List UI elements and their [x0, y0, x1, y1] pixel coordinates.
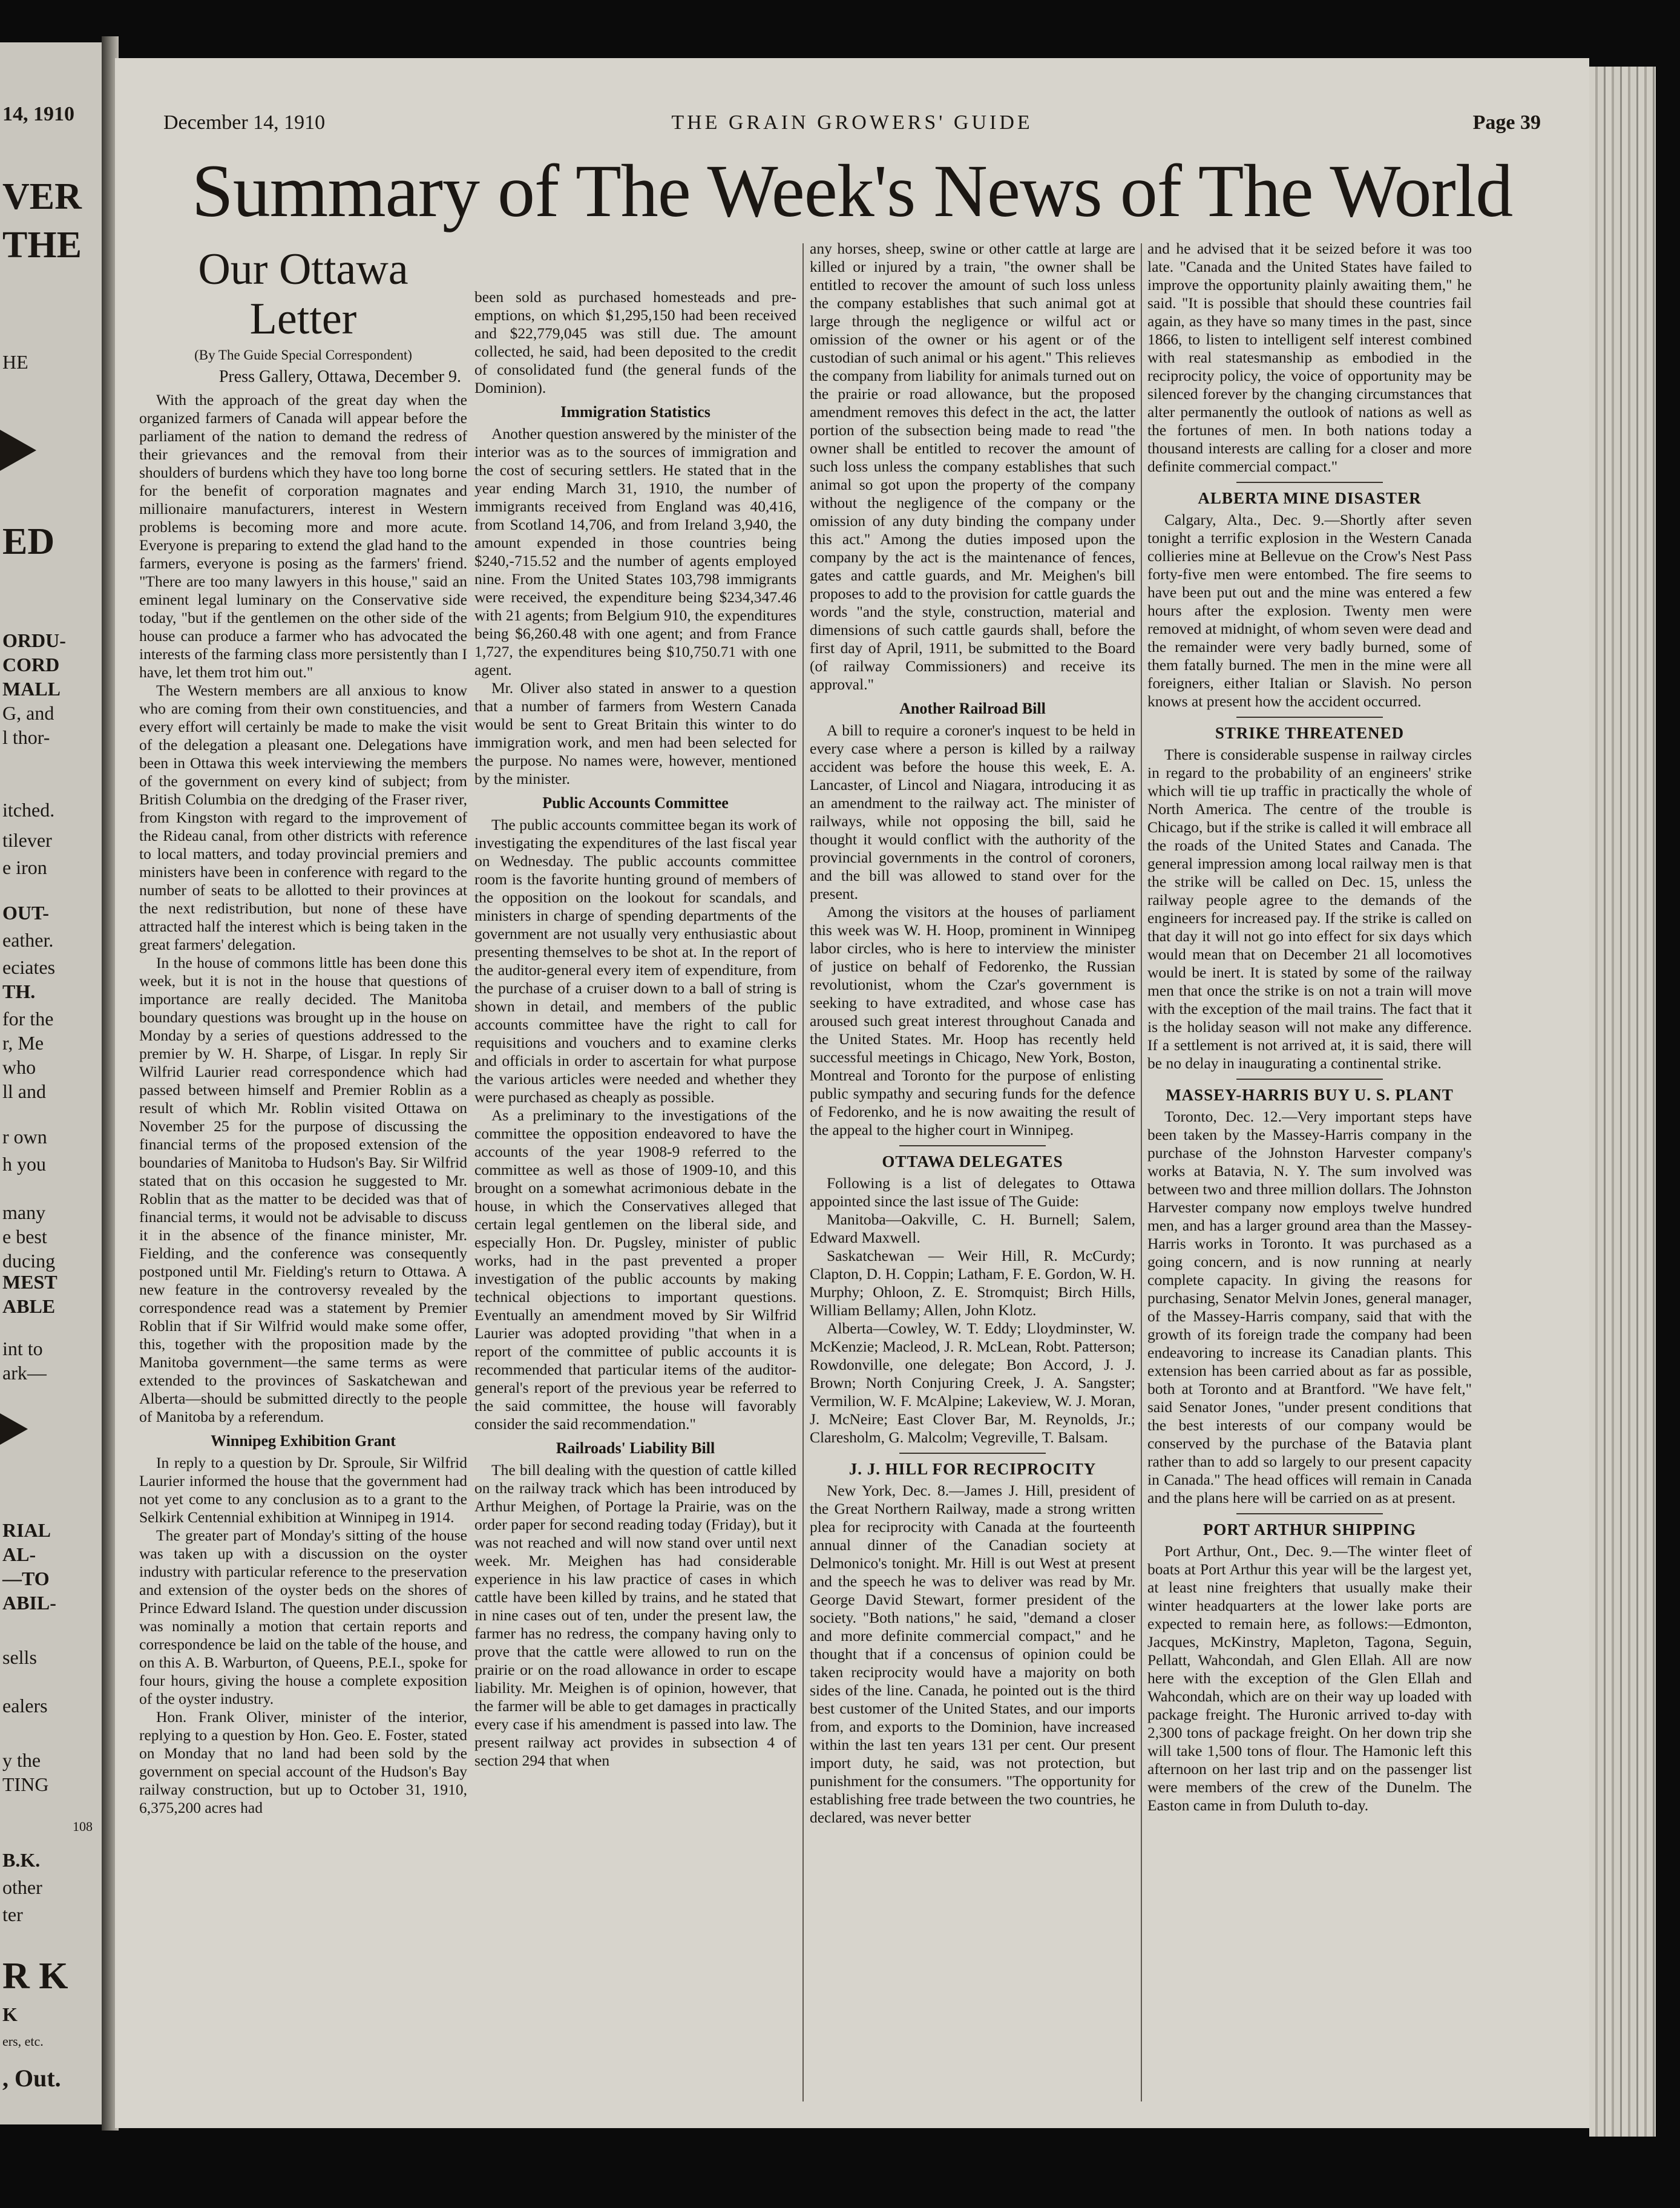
facing-page-fragment: B.K. — [2, 1849, 41, 1871]
page-number: Page 39 — [1472, 111, 1541, 134]
page-headline: Summary of The Week's News of The World — [191, 150, 1513, 232]
article-paragraph: and he advised that it be seized before it was too late. "Canada and the United States have failed to improve the opportunity plainly awaiting them," he said. "It is possible that should these countries fail again, as they have so many times in the past, since 1866, to listen to intelligent self interest combined with real statesmanship as embodied in the reciprocity policy, the voice of opportunity may be silenced forever by the changing circumstances that alter permanently the outlook of nations as well as the fortunes of men. In both nations today a thousand interests are calling for a closer and more definite commercial compact." — [1147, 240, 1472, 475]
facing-page-fragment: sells — [2, 1646, 37, 1668]
newspaper-page — [115, 58, 1589, 2128]
section-heading: Public Accounts Committee — [542, 794, 729, 812]
column-3 — [810, 240, 1135, 2092]
article-paragraph: Following is a list of delegates to Ottawa appointed since the last issue of The Guide: — [810, 1174, 1135, 1210]
article-paragraph: Among the visitors at the houses of parliament this week was W. H. Hoop, prominent in Winnipeg labor circles, who is here to interview the minister of justice on behalf of Fedorenko, the Russian revolutionist, whom the Czar's government is seeking to have extradited, and whose case has aroused such great interest throughout Canada and the United States. Mr. Hoop has recently held successful meetings in Chicago, New York, Boston, Montreal and Toronto for the purpose of enlisting public sympathy and securing funds for the defence of Fedorenko, and he is now awaiting the result of the appeal to the higher court in Winnipeg. — [810, 903, 1135, 1138]
article-paragraph: The Western members are all anxious to know who are coming from their own constituencies, and every effort will certainly be made to make the visit of the delegation a pleasant one. Delegations have been in Ottawa this week interviewing the members of the government on every kind of subject; from British Columbia on the dredging of the Fraser river, from Kingston with regard to the improvement of the Rideau canal, from other districts with reference to local matters, and today provincial premiers and ministers have been in conference with regard to the number of seats to be allotted to their provinces at the next redistribution, but none of these have attracted half the interest which is being taken in the great farmers' delegation. — [139, 682, 467, 953]
facing-page-fragment: ABLE — [2, 1295, 56, 1317]
article-paragraph: been sold as purchased homesteads and pre-emptions, on which $1,295,150 had been received and $22,779,045 was still due. The amount collected, he said, had been deposited to the credit of consolidated fund (the general funds of the Dominion). — [474, 288, 796, 396]
facing-page-fragment: who — [2, 1056, 36, 1078]
facing-page-fragment: eather. — [2, 929, 54, 951]
article-paragraph: Calgary, Alta., Dec. 9.—Shortly after seven tonight a terrific explosion in the Western Canada collieries mine at Bellevue on the Crow's Nest Pass forty-five men were entombed. The fire seems to have been put out and the mine was entered a few hours after the explosion. Twenty men were removed at midnight, of whom seven were dead and the remainder were very badly burned, some of them fatally burned. The men in the mine were all foreigners, either Italian or Slavish. No person knows at present how the accident occurred. — [1147, 511, 1472, 710]
running-head — [139, 111, 1565, 142]
facing-page-fragment: e best — [2, 1226, 47, 1247]
facing-page-fragment: eciates — [2, 956, 56, 978]
page-edges — [1589, 67, 1656, 2137]
facing-page-fragment: ll and — [2, 1080, 46, 1102]
facing-page-fragment: 108 — [73, 1819, 93, 1834]
article-paragraph: The bill dealing with the question of cattle killed on the railway track which has been introduced by Arthur Meighen, of Portage la Prairie, was on the order paper for second reading today (Friday), but it was not reached and will now stand over until next week. Mr. Meighen has had considerable experience in his law practice of cases in which cattle have been killed by trains, and he stated that in nine cases out of ten, under the present law, the farmer has no redress, the company having only to prove that the cattle were allowed to run on the prairie or on the road allowance in order to escape liability. Mr. Meighen is of opinion, however, that the farmer will be able to get damages in practically every case if his amendment is passed into law. The present railway act provides in subsection 4 of section 294 that when — [474, 1461, 796, 1769]
article-paragraph: Manitoba—Oakville, C. H. Burnell; Salem, Edward Maxwell. — [810, 1211, 1135, 1246]
facing-page-fragment: VER — [2, 176, 82, 217]
facing-page-fragment: ers, etc. — [2, 2034, 44, 2049]
section-rule — [899, 1145, 1046, 1146]
facing-page-fragment: ark— — [2, 1362, 47, 1384]
facing-page-fragment: , Out. — [2, 2065, 61, 2092]
article-paragraph: As a preliminary to the investigations of the committee the opposition endeavored to have the accounts of the year 1908-9 referred to the committee as well as those of 1909-10, and this brought on a somewhat acrimonious debate in the house, in which the Conservatives alleged that certain legal gentlemen on the liberal side, and especially Hon. Dr. Pugsley, minister of public works, had in the past prevented a proper investigation of the public accounts by making technical objections to important questions. Eventually an amendment moved by Sir Wilfrid Laurier was adopted providing "that when in a report of the committee of public accounts it is recommended that particular items of the auditor-general's report of the previous year be referred to the said committee, the house will favorably consider the said recommendation." — [474, 1106, 796, 1433]
facing-page-fragment: G, and — [2, 702, 54, 724]
section-heading: ALBERTA MINE DISASTER — [1198, 489, 1422, 507]
section-rule — [1236, 1079, 1382, 1080]
article-paragraph: any horses, sheep, swine or other cattle at large are killed or injured by a train, "the owner shall be entitled to recover the amount of such loss unless the company establishes that such animal got at large through the negligence or wilful act or omission of the owner or his agent or of the custodian of such animal or his agent." This relieves the company from liability for animals turned out on the prairie or road allowance, but the proposed amendment removes this defect in the act, the latter portion of the subsection being made to read "the owner shall be entitled to recover the amount of such loss unless the company establishes that such animal so got upon the property of the company without the negligence of the company or the omission of any duty binding the company under this act." Among the duties imposed upon the company by the act is the maintenance of fences, gates and cattle guards, and Mr. Meighen's bill proposes to add to the provision for cattle guards the words "and the style, construction, material and dimensions of such cattle gaurds shall, before the first day of April, 1911, be submitted to the Board (of railway Commissioners) and receive its approval." — [810, 240, 1135, 693]
section-heading: STRIKE THREATENED — [1215, 724, 1405, 742]
facing-page-fragment: ealers — [2, 1695, 48, 1717]
facing-page-fragment: TING — [2, 1773, 49, 1795]
article-paragraph: Saskatchewan — Weir Hill, R. McCurdy; Clapton, D. H. Coppin; Latham, F. E. Gordon, W. H. Murphy; Ohloon, Z. E. Stromquist; Birch Hills, William Bellamy; Allen, John Klotz. — [810, 1247, 1135, 1319]
facing-page-fragment: y the — [2, 1749, 41, 1771]
publication-title: THE GRAIN GROWERS' GUIDE — [671, 111, 1033, 134]
facing-page-fragment: AL- — [2, 1543, 36, 1565]
facing-page-fragment: int to — [2, 1338, 43, 1359]
facing-page-fragment: r, Me — [2, 1032, 44, 1054]
article-paragraph: Another question answered by the minister of the interior was as to the sources of immigration and the cost of securing settlers. He stated that in the year ending March 31, 1910, the number of immigrants received from England was 40,416, from Scotland 14,706, and from Ireland 3,940, the amount expended in those countries being $240,-715.52 and the number of agents employed nine. From the United States 103,798 immigrants were received, the expenditure being $234,347.46 with 21 agents; from Belgium 910, the expenditures being $6,260.48 with one agent; and from France 1,727, the expenditures being $10,750.71 with one agent. — [474, 425, 796, 678]
facing-page-fragment: RIAL — [2, 1519, 51, 1541]
arrow-icon — [0, 430, 36, 471]
article-paragraph: There is considerable suspense in railway circles in regard to the probability of an engineers' strike which will tie up traffic in practically the whole of North America. The centre of the trouble is Chicago, but if the strike is called it will embrace all the roads of the United States and Canada. The general impression among local railway men is that the strike will be called on Dec. 15, unless the railway people agree to the demands of the engineers for increased pay. If the strike is called on that day it will not go into effect for six days which would mean that on December 21 all locomotives would be inert. It is stated by some of the railway men that once the strike is on not a train will move with the exception of the mail trains. The fact that it is the holiday season will not make any difference. If a settlement is not arrived at, it is said, there will be no delay in inaugurating a continental strike. — [1147, 746, 1472, 1072]
article-paragraph: The public accounts committee began its work of investigating the expenditures of the last fiscal year on Wednesday. The public accounts committee room is the favorite hunting ground of members of the opposition on the lookout for scandals, and ministers in charge of spending departments of the government are not usually very enthusiastic about presenting themselves to be shot at. In the report of the auditor-general every item of expenditure, from the purchase of a cruiser down to a ball of string is shown in detail, and members of the public accounts committee have the right to call for requisitions and vouchers and to examine clerks and officials in order to ascertain for what purpose the various articles were needed and whether they were purchased as cheaply as possible. — [474, 816, 796, 1106]
article-paragraph: Mr. Oliver also stated in answer to a question that a number of farmers from Western Canada would be sent to Great Britain this winter to do immigration work, and men had been selected for the purpose. No names were, however, mentioned by the minister. — [474, 679, 796, 787]
column-2 — [474, 288, 796, 2098]
section-heading: Railroads' Liability Bill — [556, 1439, 715, 1457]
facing-page-fragment: ORDU- — [2, 629, 66, 651]
section-rule — [1236, 717, 1382, 718]
facing-page-fragment: MALL — [2, 678, 61, 700]
article-paragraph: Alberta—Cowley, W. T. Eddy; Lloydminster, W. McKenzie; Macleod, J. R. McLean, Robt. Patterson; Rowdonville, one delegate; Bon Accord, J. J. Brown; North Conjuring Creek, J. A. Sangster; Vermilion, W. F. McAlpine; Lakeview, W. J. Moran, J. McNeire; East Clover Bar, M. Reynolds, Jr.; Claresholm, G. Malcolm; Vegreville, T. Balsam. — [810, 1319, 1135, 1446]
facing-page-fragment: tilever — [2, 829, 52, 851]
article-paragraph: A bill to require a coroner's inquest to be held in every case where a person is killed by a railway accident was before the house this week, E. A. Lancaster, of Lincol and Niagara, introducing it as an amendment to the railway act. The minister of railways, while not opposing the bill, said he thought it would conflict with the authority of the provincial governments in the control of coroners, and the bill was allowed to stand over for the present. — [810, 721, 1135, 902]
facing-page-fragment: R K — [2, 1956, 68, 1997]
facing-page-fragment: —TO — [2, 1568, 50, 1589]
facing-page-fragment: CORD — [2, 654, 60, 675]
article-paragraph: The greater part of Monday's sitting of the house was taken up with a discussion on the oyster industry with particular reference to the preservation and extension of the oyster beds on the shores of Prince Edward Island. The question under discussion was nominally a motion that certain reports and correspondence be laid on the table of the house, and on this A. B. Warburton, of Queens, P.E.I., spoke for four hours, giving the house a complete exposition of the oyster industry. — [139, 1526, 467, 1707]
article-byline: (By The Guide Special Correspondent) — [194, 347, 412, 363]
issue-date: December 14, 1910 — [163, 111, 326, 134]
facing-page-fragment: l thor- — [2, 726, 50, 748]
facing-page-fragment: ABIL- — [2, 1592, 56, 1614]
facing-page-fragment: e iron — [2, 856, 47, 878]
section-rule — [1236, 1513, 1382, 1514]
section-heading: J. J. HILL FOR RECIPROCITY — [848, 1460, 1097, 1478]
section-heading: MASSEY-HARRIS BUY U. S. PLANT — [1166, 1086, 1454, 1104]
section-rule — [1236, 482, 1382, 483]
article-title: Our Ottawa Letter — [198, 245, 409, 344]
article-paragraph: New York, Dec. 8.—James J. Hill, president of the Great Northern Railway, made a strong written plea for reciprocity with Canada at the fourteenth annual dinner of the Canadian society at Delmonico's tonight. Mr. Hill is out West at present and the speech he was to deliver was read by Mr. George David Stewart, former president of the society. "Both nations," he said, "demand a closer and more definite commercial compact," and he thought that if a concensus of opinion could be taken reciprocity would have a majority on both sides of the line. Canada, he pointed out is the third best customer of the United States, and our imports from, and exports to the Dominion, have increased within the last ten years 131 per cent. Our present import duty, he said, was not protection, but punishment for the consumers. "The opportunity for establishing free trade between the two countries, he declared, was never better — [810, 1482, 1135, 1826]
section-heading: Immigration Statistics — [560, 403, 710, 421]
facing-page — [0, 42, 109, 2124]
facing-page-fragment: r own — [2, 1126, 47, 1148]
facing-page-fragment: THE — [2, 225, 82, 266]
facing-page-fragment: K — [2, 2003, 18, 2025]
facing-page-fragment: other — [2, 1876, 42, 1898]
facing-page-fragment: itched. — [2, 799, 55, 821]
facing-page-fragment: OUT- — [2, 902, 50, 924]
column-4 — [1147, 240, 1472, 2092]
section-rule — [899, 1453, 1046, 1454]
facing-page-fragment: ED — [2, 521, 55, 562]
section-heading: Winnipeg Exhibition Grant — [211, 1432, 396, 1450]
column-1 — [139, 245, 467, 2097]
article-paragraph: In the house of commons little has been done this week, but it is not in the house that questions of importance are really decided. The Manitoba boundary questions was brought up in the house on Monday by a series of questions addressed to the premier by W. H. Sharpe, of Lisgar. In reply Sir Wilfrid Laurier read correspondence which had passed between himself and Premier Roblin as a result of which Mr. Roblin visited Ottawa on November 25 for the purpose of discussing the financial terms of the proposed extension of the boundaries of Manitoba to Hudson's Bay. Sir Wilfrid stated that on this occasion he suggested to Mr. Roblin that as the matter to be decided was that of financial terms, it would not be advisable to discuss it in the absence of the finance minister, Mr. Fielding, and the conference was consequently postponed until Mr. Fielding's return to Ottawa. A new feature in the controversy revealed by the correspondence read was a statement by Premier Roblin that if Sir Wilfrid would make some offer, this, together with the proposition made by the Manitoba government—the same terms as were extended to the provinces of Saskatchewan and Alberta—should be submitted directly to the people of Manitoba by a referendum. — [139, 954, 467, 1425]
facing-page-fragment: for the — [2, 1008, 54, 1030]
facing-page-fragment: many — [2, 1201, 46, 1223]
section-heading: OTTAWA DELEGATES — [882, 1152, 1063, 1171]
column-rule — [1141, 243, 1142, 2101]
section-heading: PORT ARTHUR SHIPPING — [1203, 1520, 1417, 1539]
article-paragraph: Toronto, Dec. 12.—Very important steps have been taken by the Massey-Harris company in the purchase of the Johnston Harvester company's works at Batavia, N. Y. The sum involved was between two and three million dollars. The Johnston Harvester company now employs twelve hundred men, and has a larger ground area than the Massey-Harris works in Toronto. It was purchased as a going concern, and is now running at nearly complete capacity. In giving the reasons for purchasing, Senator Melvin Jones, general manager, of the Massey-Harris company, said that with the growth of its foreign trade the company had been endeavoring to increase its Canadian plants. This extension has been carried about as far as possible, both at Toronto and at Brantford. "We have felt," said Senator Jones, "under present conditions that the best interests of our company would be conserved by the purchase of the Batavia plant rather than to add so largely to our present capacity in Canada." The head offices will remain in Canada and the plans here will be carried on as at present. — [1147, 1108, 1472, 1506]
facing-page-fragment: ter — [2, 1904, 23, 1925]
article-dateline: Press Gallery, Ottawa, December 9. — [218, 367, 461, 386]
article-paragraph: Port Arthur, Ont., Dec. 9.—The winter fleet of boats at Port Arthur this year will be the largest yet, at least nine freighters that usually make their winter headquarters at the lower lake ports are expected to remain here, as follows:—Edmonton, Jacques, McKinstry, Mapleton, Tagona, Seguin, Pellatt, Wahcondah, and Glen Ellah. All are now here with the exception of the Glen Ellah and Wahcondah, which are on their way up loaded with package freight. The Huronic arrived to-day with 2,300 tons of package freight. On her down trip she will take 1,500 tons of flour. The Hamonic left this afternoon on her last trip and on the passenger list were members of the crew of the Dunelm. The Easton came in from Duluth to-day. — [1147, 1542, 1472, 1814]
facing-page-fragment: HE — [2, 351, 28, 373]
facing-page-fragment: h you — [2, 1153, 46, 1175]
facing-page-date: 14, 1910 — [2, 103, 74, 125]
arrow-icon — [0, 1413, 28, 1445]
article-paragraph: With the approach of the great day when the organized farmers of Canada will appear before the parliament of the nation to demand the redress of their grievances and the removal from their shoulders of burdens which they have too long borne for the benefit of corporation magnates and millionaire manufacturers, interest in Western problems is becoming more and more acute. Everyone is preparing to extend the glad hand to the farmers, everyone is posing as the farmers' friend. "There are too many lawyers in this house," said an eminent legal luminary on the Conservative side today, "but if the gentlemen on the other side of the house can produce a farmer who has advocated the interests of the farming class more persistently than I have, let them trot him out." — [139, 391, 467, 681]
facing-page-fragment: TH. — [2, 981, 36, 1002]
section-heading: Another Railroad Bill — [899, 700, 1046, 717]
article-paragraph: In reply to a question by Dr. Sproule, Sir Wilfrid Laurier informed the house that the government had not yet come to any conclusion as to a grant to the Selkirk Centennial exhibition at Winnipeg in 1914. — [139, 1454, 467, 1526]
facing-page-fragment: ducing — [2, 1250, 56, 1272]
facing-page-fragment: MEST — [2, 1271, 57, 1293]
article-paragraph: Hon. Frank Oliver, minister of the interior, replying to a question by Hon. Geo. E. Foster, stated on Monday that no land had been sold by the government on special account of the Hudson's Bay railway construction, but up to October 31, 1910, 6,375,200 acres had — [139, 1708, 467, 1816]
column-rule — [802, 243, 804, 2101]
